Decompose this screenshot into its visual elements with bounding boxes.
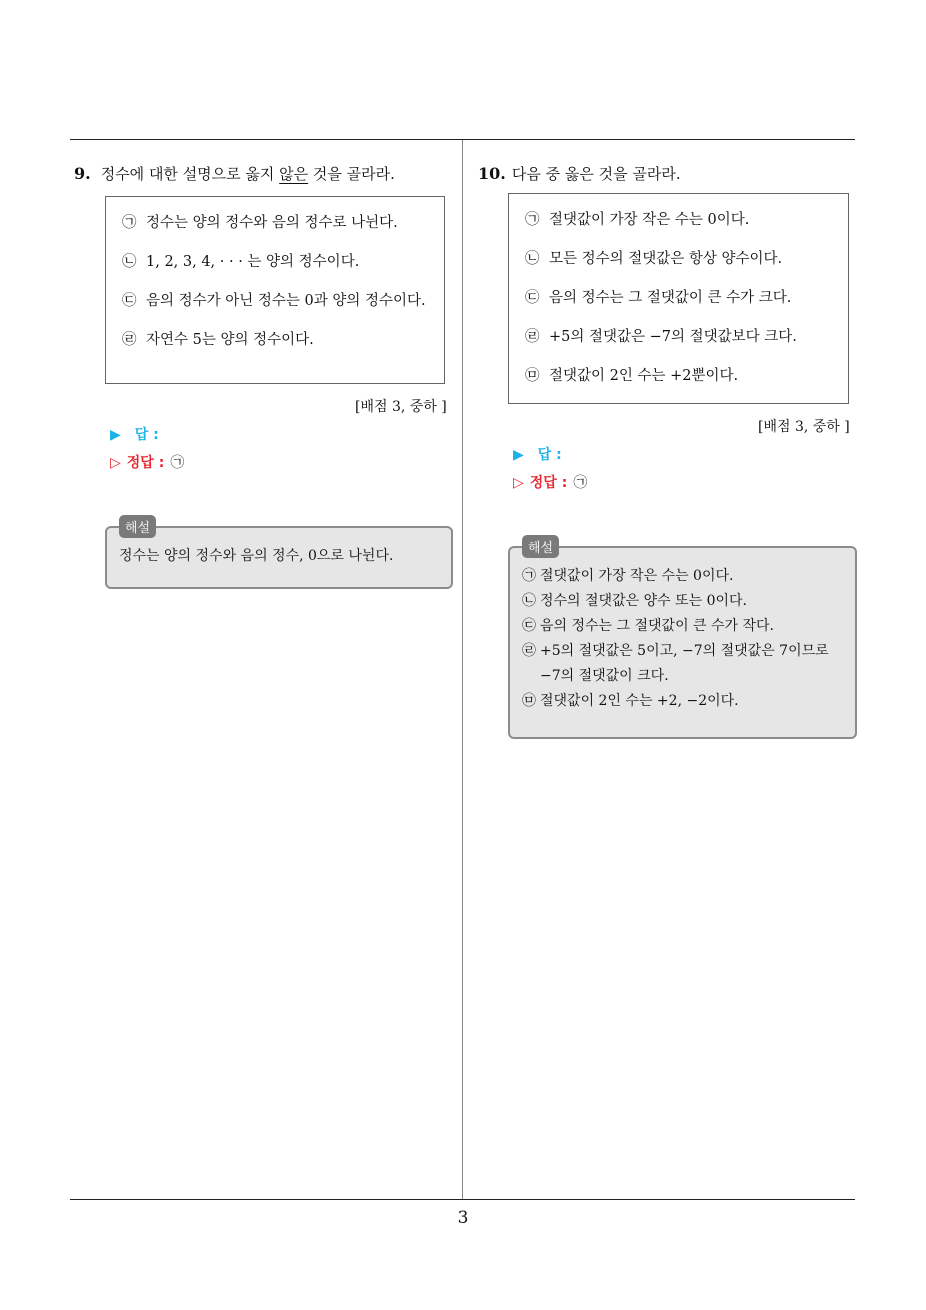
page-number: 3 bbox=[457, 1208, 469, 1228]
solution-line: ㉣ +5의 절댓값은 5이고, −7의 절댓값은 7이므로 −7의 절댓값이 크다. bbox=[522, 643, 829, 684]
option-item: ㉢ 음의 정수가 아닌 정수는 0과 양의 정수이다. bbox=[122, 293, 426, 309]
solution-line: ㉤ 절댓값이 2인 수는 +2, −2이다. bbox=[522, 693, 739, 709]
play-triangle-icon: ▶ bbox=[513, 447, 524, 463]
outline-triangle-icon: ▷ bbox=[513, 475, 524, 491]
question-10-options-box bbox=[508, 193, 849, 404]
score-label: [배점 3, 중하 ] bbox=[355, 399, 447, 415]
option-item: ㉣ +5의 절댓값은 −7의 절댓값보다 크다. bbox=[525, 329, 797, 345]
option-item: ㉡ 1, 2, 3, 4, · · · 는 양의 정수이다. bbox=[122, 254, 360, 270]
column-divider bbox=[462, 140, 463, 1200]
answer-row: ▶ 답 : bbox=[513, 447, 562, 463]
solution-line: ㉢ 음의 정수는 그 절댓값이 큰 수가 작다. bbox=[522, 618, 775, 634]
option-item: ㉠ 절댓값이 가장 작은 수는 0이다. bbox=[525, 212, 750, 228]
solution-tag: 해설 bbox=[119, 515, 156, 538]
outline-triangle-icon: ▷ bbox=[110, 455, 121, 471]
question-9-stem: 9. 정수에 대한 설명으로 옳지 않은 것을 골라라. bbox=[74, 164, 395, 183]
question-9 bbox=[74, 160, 459, 188]
score-label: [배점 3, 중하 ] bbox=[758, 419, 850, 435]
option-item: ㉤ 절댓값이 2인 수는 +2뿐이다. bbox=[525, 368, 739, 384]
solution-line: ㉡ 정수의 절댓값은 양수 또는 0이다. bbox=[522, 593, 747, 609]
solution-line: ㉠ 절댓값이 가장 작은 수는 0이다. bbox=[522, 568, 734, 584]
solution-box bbox=[508, 541, 857, 739]
bottom-rule bbox=[70, 1199, 855, 1200]
solution-tag: 해설 bbox=[522, 535, 559, 558]
question-number: 10. bbox=[478, 164, 506, 183]
option-item: ㉣ 자연수 5는 양의 정수이다. bbox=[122, 332, 314, 348]
question-10-stem: 10. 다음 중 옳은 것을 골라라. bbox=[478, 164, 681, 183]
correct-answer-row: ▷ 정답 : ㉠ bbox=[110, 455, 185, 471]
answer-row: ▶ 답 : bbox=[110, 427, 159, 443]
question-number: 9. bbox=[74, 164, 91, 183]
solution-text: 정수는 양의 정수와 음의 정수, 0으로 나뉜다. bbox=[119, 548, 394, 564]
correct-answer-row: ▷ 정답 : ㉠ bbox=[513, 475, 588, 491]
question-10 bbox=[478, 160, 863, 188]
play-triangle-icon: ▶ bbox=[110, 427, 121, 443]
option-item: ㉠ 정수는 양의 정수와 음의 정수로 나뉜다. bbox=[122, 215, 398, 231]
question-9-options-box bbox=[105, 196, 445, 384]
option-item: ㉡ 모든 정수의 절댓값은 항상 양수이다. bbox=[525, 251, 783, 267]
option-item: ㉢ 음의 정수는 그 절댓값이 큰 수가 크다. bbox=[525, 290, 792, 306]
solution-box bbox=[105, 521, 453, 589]
